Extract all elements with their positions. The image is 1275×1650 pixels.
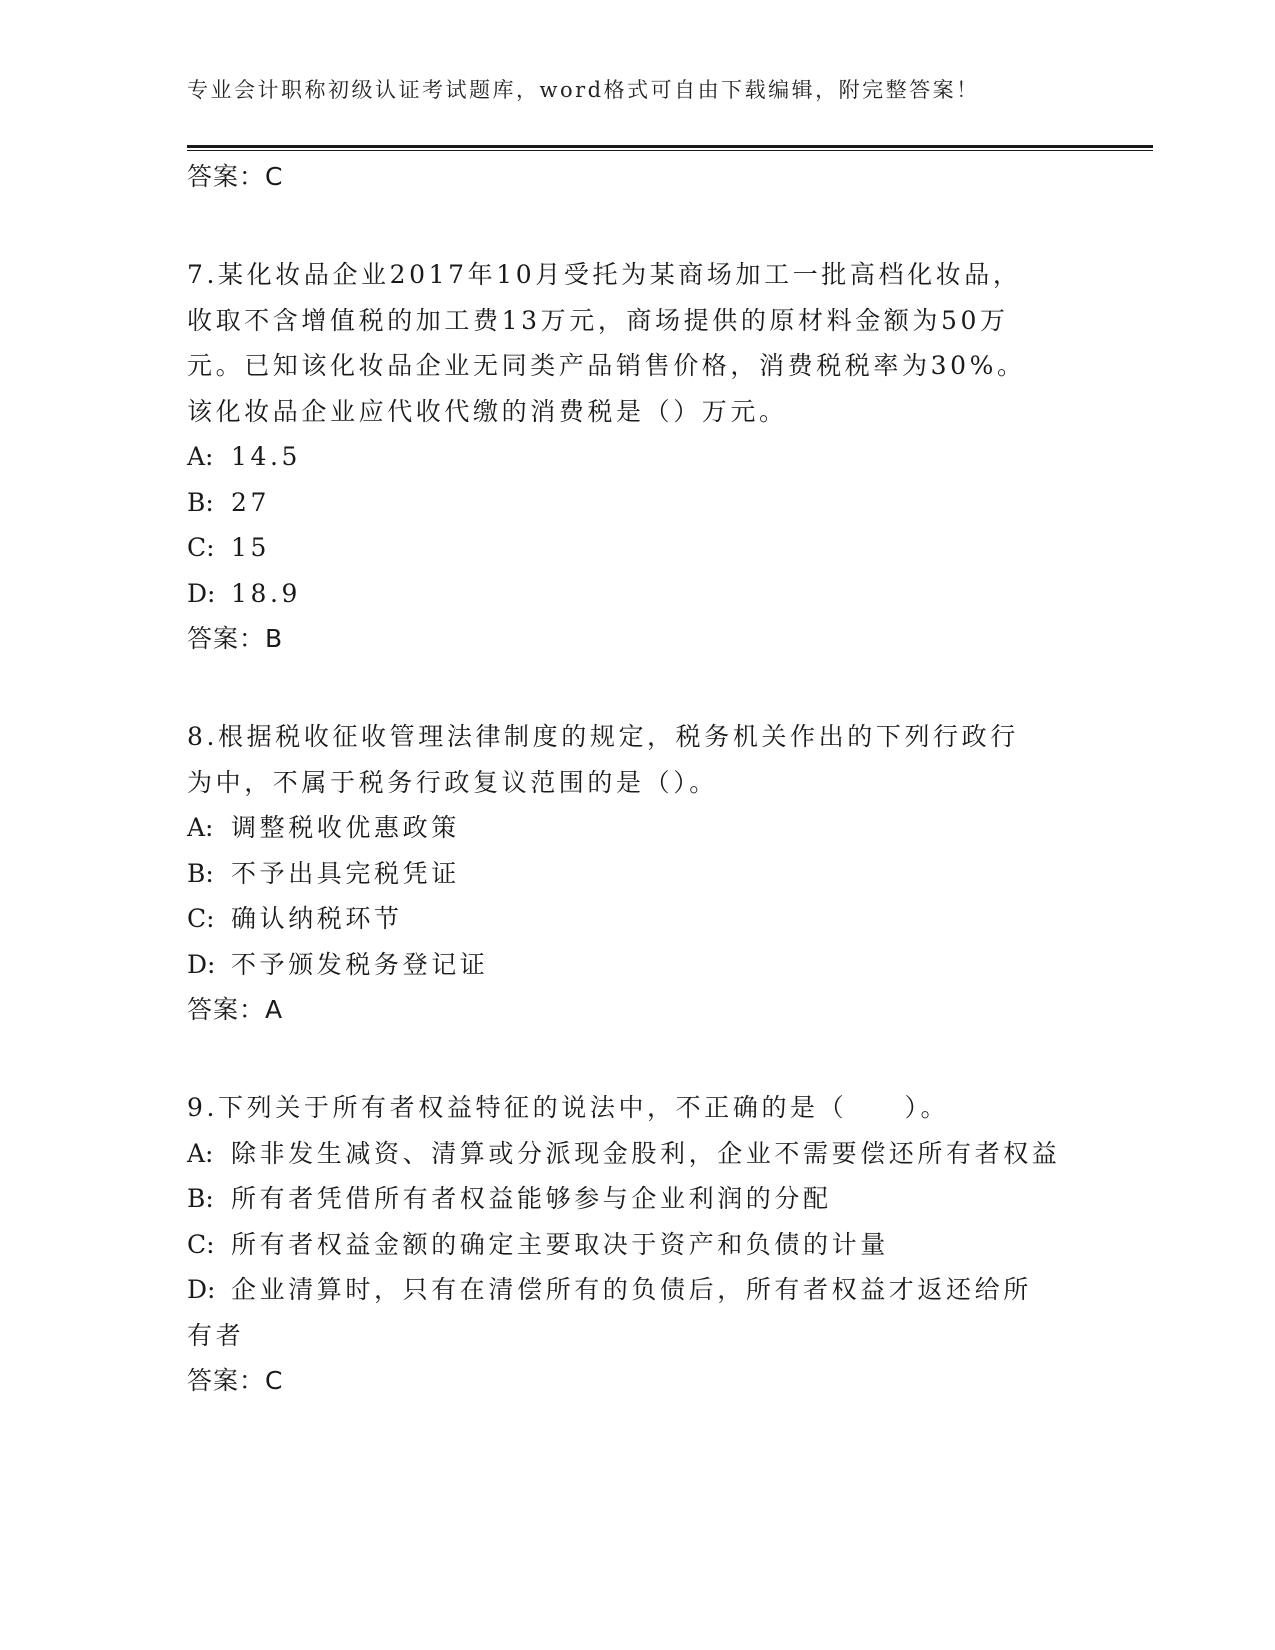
option-letter: D:	[187, 949, 216, 979]
option-text: 确认纳税环节	[231, 904, 403, 933]
question-stem: 9.下列关于所有者权益特征的说法中，不正确的是（ ）。	[187, 1093, 950, 1122]
option-a	[187, 434, 1087, 480]
page-header: 专业会计职称初级认证考试题库，word格式可自由下载编辑，附完整答案！	[187, 78, 980, 102]
option-letter: A:	[187, 813, 214, 842]
option-text: 18.9	[231, 578, 302, 608]
option-d	[187, 942, 1087, 988]
option-letter: D:	[187, 1275, 216, 1304]
option-a	[187, 805, 1087, 851]
option-text: 所有者权益金额的确定主要取决于资产和负债的计量	[231, 1229, 889, 1259]
question-stem: 7.某化妆品企业2017年10月受托为某商场加工一批高档化妆品，收取不含增值税的加工费13万元，商场提供的原材料金额为50万元。已知该化妆品企业无同类产品销售价格，消费税税率为30%。该化妆品企业应代收代缴的消费税是（）万元。	[187, 260, 1026, 426]
option-text: 调整税收优惠政策	[231, 813, 460, 842]
option-text: 14.5	[231, 442, 302, 471]
option-letter: C:	[187, 1229, 215, 1259]
answer-7: 答案：B	[187, 624, 284, 653]
answer-8: 答案：A	[187, 995, 284, 1024]
option-text: 不予出具完税凭证	[231, 858, 460, 888]
question-7	[187, 252, 1087, 662]
option-letter: B:	[187, 858, 214, 888]
option-text: 27	[231, 487, 271, 517]
option-text: 除非发生减资、清算或分派现金股利，企业不需要偿还所有者权益	[231, 1138, 1061, 1168]
option-d	[187, 571, 1087, 617]
document-body	[187, 154, 1087, 1404]
question-9	[187, 1085, 1087, 1404]
option-letter: D:	[187, 578, 216, 608]
option-a	[187, 1131, 1087, 1177]
option-b	[187, 480, 1087, 526]
option-letter: A:	[187, 442, 214, 471]
option-text: 不予颁发税务登记证	[231, 949, 489, 979]
option-c	[187, 1222, 1087, 1268]
option-c	[187, 896, 1087, 942]
option-b	[187, 851, 1087, 897]
option-letter: C:	[187, 904, 215, 933]
option-letter: B:	[187, 487, 214, 517]
option-d	[187, 1267, 1037, 1358]
question-8	[187, 714, 1087, 1033]
option-text: 15	[231, 533, 271, 562]
answer-9: 答案：C	[187, 1366, 284, 1395]
option-b	[187, 1176, 1087, 1222]
question-stem: 8.根据税收征收管理法律制度的规定，税务机关作出的下列行政行为中，不属于税务行政复议范围的是（）。	[187, 722, 1019, 797]
option-letter: B:	[187, 1184, 214, 1213]
option-text: 所有者凭借所有者权益能够参与企业利润的分配	[231, 1184, 832, 1213]
header-divider	[187, 145, 1153, 148]
option-text: 企业清算时，只有在清偿所有的负债后，所有者权益才返还给所有者	[187, 1275, 1032, 1350]
option-letter: A:	[187, 1138, 214, 1168]
option-letter: C:	[187, 533, 215, 562]
option-c	[187, 525, 1087, 571]
previous-answer: 答案：C	[187, 162, 284, 191]
